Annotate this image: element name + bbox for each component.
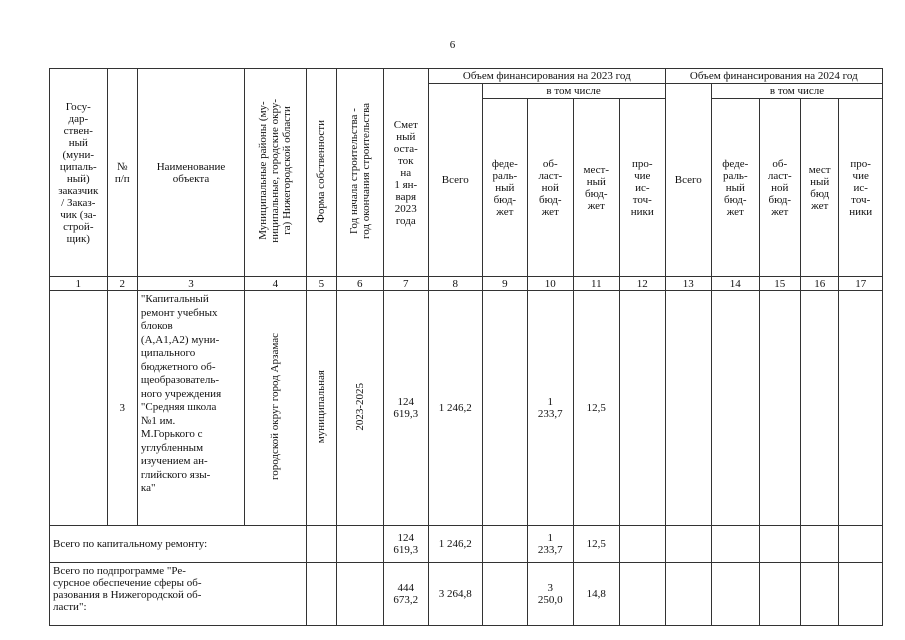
header-name: Наименование объекта <box>137 69 244 277</box>
col-num: 15 <box>759 277 800 291</box>
header-federal-2023: феде- раль- ный бюд- жет <box>482 99 527 277</box>
col-num: 3 <box>137 277 244 291</box>
header-balance: Смет ный оста- ток на 1 ян- варя 2023 года <box>383 69 428 277</box>
row-federal-2023 <box>482 291 527 526</box>
row-years: 2023-2025 <box>353 382 366 431</box>
row-other-2023 <box>620 291 666 526</box>
empty-cell <box>482 526 527 563</box>
header-ownership-cell <box>306 69 336 277</box>
empty-cell <box>800 563 838 626</box>
col-num: 6 <box>337 277 384 291</box>
header-including-2024: в том числе <box>712 84 883 99</box>
col-num: 1 <box>50 277 108 291</box>
row-local-2023: 12,5 <box>573 291 620 526</box>
row-district: городской округ город Арзамас <box>269 332 282 480</box>
total-subprogram-regional-2023: 3 250,0 <box>528 563 573 626</box>
table-row <box>50 291 883 526</box>
total-subprogram-label: Всего по подпрограмме "Ре- сурсное обеспечение сферы об- разования в Нижегородской об- ласти": <box>50 563 307 626</box>
col-num: 12 <box>620 277 666 291</box>
header-ownership: Форма собственности <box>315 119 328 223</box>
empty-cell <box>665 526 712 563</box>
header-federal-2024: феде- раль- ный бюд- жет <box>712 99 760 277</box>
row-ownership: муниципальная <box>315 369 328 444</box>
total-capital-balance: 124 619,3 <box>383 526 428 563</box>
row-federal-2024 <box>712 291 760 526</box>
header-total-2023: Всего <box>429 84 483 277</box>
row-years-cell <box>337 291 384 526</box>
col-num: 7 <box>383 277 428 291</box>
row-regional-2023: 1 233,7 <box>528 291 573 526</box>
empty-cell <box>306 526 336 563</box>
header-years-cell <box>337 69 384 277</box>
total-capital-repair-label: Всего по капитальному ремонту: <box>50 526 307 563</box>
page-number: 6 <box>449 39 456 51</box>
empty-cell <box>620 563 666 626</box>
empty-cell <box>337 563 384 626</box>
empty-cell <box>800 526 838 563</box>
header-other-2023: про- чие ис- точ- ники <box>620 99 666 277</box>
header-local-2024: мест ный бюд жет <box>800 99 838 277</box>
empty-cell <box>759 563 800 626</box>
col-num: 13 <box>665 277 712 291</box>
row-num: 3 <box>107 291 137 526</box>
header-customer: Госу- дар- ствен- ный (муни- ципаль- ный) заказчик / Заказ- чик (за- строй- щик) <box>50 69 108 277</box>
empty-cell <box>839 526 883 563</box>
empty-cell <box>712 563 760 626</box>
total-capital-regional-2023: 1 233,7 <box>528 526 573 563</box>
header-local-2023: мест- ный бюд- жет <box>573 99 620 277</box>
col-num: 16 <box>800 277 838 291</box>
header-regional-2024: об- ласт- ной бюд- жет <box>759 99 800 277</box>
empty-cell <box>839 563 883 626</box>
col-num: 2 <box>107 277 137 291</box>
row-customer <box>50 291 108 526</box>
row-district-cell <box>245 291 307 526</box>
empty-cell <box>337 526 384 563</box>
row-object-name: "Капитальный ремонт учебных блоков (А,А1,А2) муни- ципального бюджетного об- щеобразователь- ного учреждения "Средняя школа №1 им. М.Горького с углубленным изучением ан- глийского язы- ка" <box>137 291 244 526</box>
total-capital-2023: 1 246,2 <box>429 526 483 563</box>
col-num: 4 <box>245 277 307 291</box>
row-total-2023: 1 246,2 <box>429 291 483 526</box>
total-subprogram-2023: 3 264,8 <box>429 563 483 626</box>
col-num: 8 <box>429 277 483 291</box>
empty-cell <box>306 563 336 626</box>
header-num: № п/п <box>107 69 137 277</box>
empty-cell <box>759 526 800 563</box>
header-district: Муниципальные районы (му- ниципальные, городские окру- га) Нижегородской области <box>257 99 294 243</box>
total-subprogram-local-2023: 14,8 <box>573 563 620 626</box>
column-number-row <box>50 277 883 291</box>
col-num: 14 <box>712 277 760 291</box>
empty-cell <box>620 526 666 563</box>
empty-cell <box>712 526 760 563</box>
row-total-2024 <box>665 291 712 526</box>
header-years: Год начала строительства - год окончания строительства <box>347 103 372 239</box>
header-fin-2023: Объем финансирования на 2023 год <box>429 69 666 84</box>
financing-table <box>49 68 883 626</box>
total-capital-repair-row <box>50 526 883 563</box>
header-including-2023: в том числе <box>482 84 665 99</box>
col-num: 10 <box>528 277 573 291</box>
row-local-2024 <box>800 291 838 526</box>
row-other-2024 <box>839 291 883 526</box>
header-fin-2024: Объем финансирования на 2024 год <box>665 69 882 84</box>
header-district-cell <box>245 69 307 277</box>
header-regional-2023: об- ласт- ной бюд- жет <box>528 99 573 277</box>
row-regional-2024 <box>759 291 800 526</box>
total-subprogram-row <box>50 563 883 626</box>
empty-cell <box>482 563 527 626</box>
col-num: 17 <box>839 277 883 291</box>
col-num: 9 <box>482 277 527 291</box>
col-num: 5 <box>306 277 336 291</box>
col-num: 11 <box>573 277 620 291</box>
row-balance: 124 619,3 <box>383 291 428 526</box>
row-ownership-cell <box>306 291 336 526</box>
header-total-2024: Всего <box>665 84 712 277</box>
total-subprogram-balance: 444 673,2 <box>383 563 428 626</box>
header-other-2024: про- чие ис- точ- ники <box>839 99 883 277</box>
empty-cell <box>665 563 712 626</box>
total-capital-local-2023: 12,5 <box>573 526 620 563</box>
